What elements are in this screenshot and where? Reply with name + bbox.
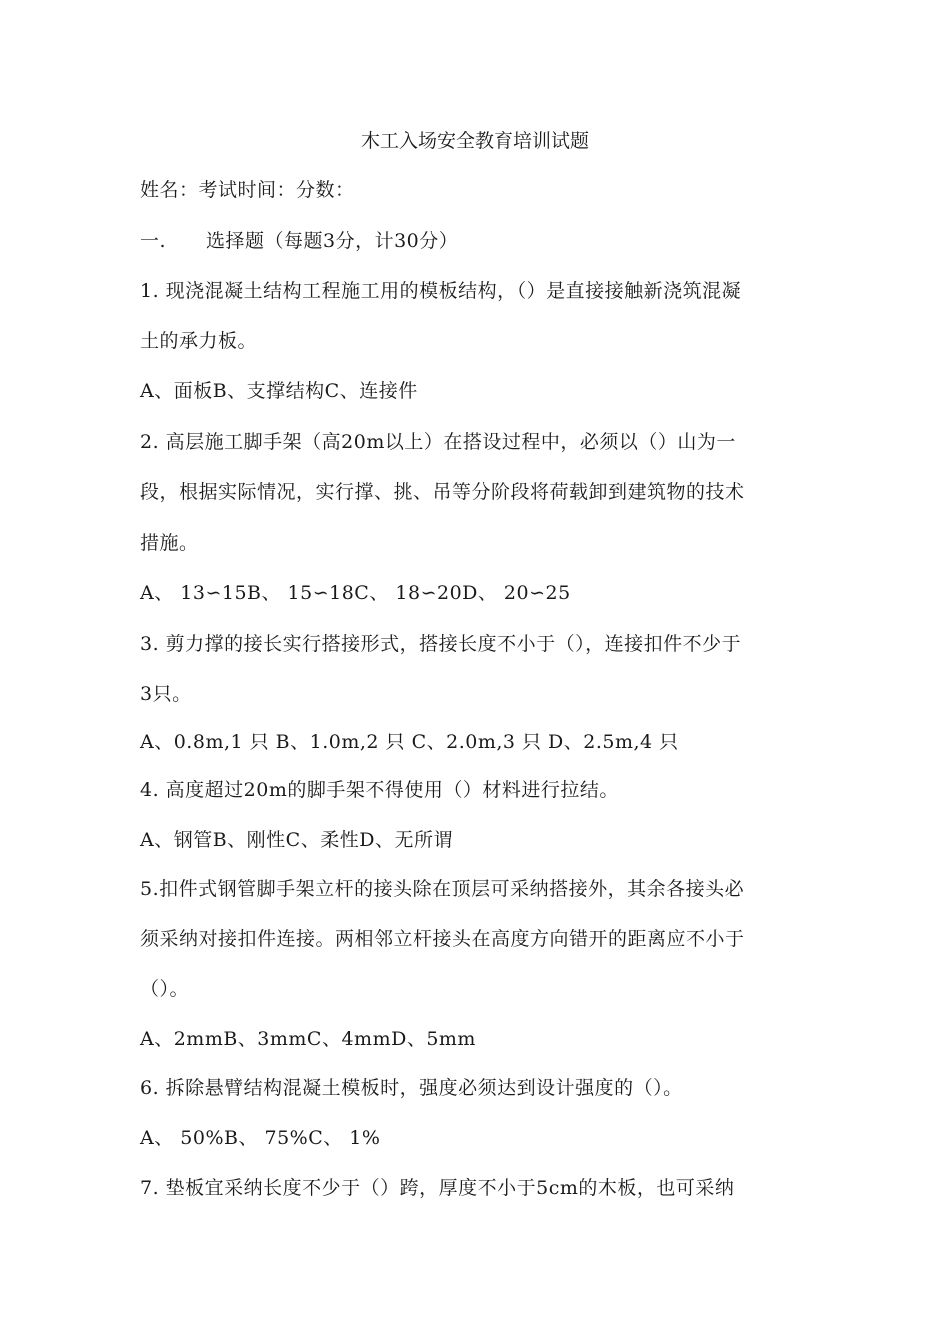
- section-label: 选择题（每题3分，计30分）: [206, 230, 459, 252]
- answer-options: A、面板B、支撑结构C、连接件: [140, 380, 418, 402]
- answer-options: A、2mmB、3mmC、4mmD、5mm: [140, 1028, 476, 1050]
- question-line: 2. 高层施工脚手架（高20m以上）在搭设过程中，必须以（）山为一: [140, 431, 736, 453]
- answer-options: A、钢管B、刚性C、柔性D、无所谓: [140, 829, 453, 851]
- section-number: 一.: [140, 230, 167, 252]
- question-line: 7. 垫板宜采纳长度不少于（）跨，厚度不小于5cm的木板，也可采纳: [140, 1177, 735, 1199]
- question-line: 5.扣件式钢管脚手架立杆的接头除在顶层可采纳搭接外，其余各接头必: [140, 878, 745, 900]
- header-fields: 姓名：考试时间：分数：: [140, 179, 355, 201]
- question-line: 1. 现浇混凝土结构工程施工用的模板结构，（）是直接接触新浇筑混凝: [140, 280, 742, 302]
- question-line: 6. 拆除悬臂结构混凝土模板时，强度必须达到设计强度的（）。: [140, 1077, 683, 1099]
- question-line: 3只。: [140, 683, 192, 705]
- document-title: 木工入场安全教育培训试题: [360, 130, 589, 152]
- question-line: 土的承力板。: [140, 330, 258, 352]
- answer-options: A、0.8m,1 只 B、1.0m,2 只 C、2.0m,3 只 D、2.5m,4 只: [140, 731, 679, 753]
- answer-options: A、 50%B、 75%C、 1%: [140, 1127, 381, 1149]
- answer-options: A、 13∽15B、 15∽18C、 18∽20D、 20∽25: [140, 582, 571, 604]
- question-line: （）。: [140, 978, 190, 1000]
- question-line: 3. 剪力撑的接长实行搭接形式，搭接长度不小于（），连接扣件不少于: [140, 633, 742, 655]
- question-line: 段，根据实际情况，实行撑、挑、吊等分阶段将荷载卸到建筑物的技术: [140, 481, 745, 503]
- question-line: 4. 高度超过20m的脚手架不得使用（）材料进行拉结。: [140, 779, 619, 801]
- question-line: 措施。: [140, 532, 199, 554]
- section-heading: [140, 228, 830, 254]
- question-line: 须采纳对接扣件连接。两相邻立杆接头在高度方向错开的距离应不小于: [140, 928, 745, 950]
